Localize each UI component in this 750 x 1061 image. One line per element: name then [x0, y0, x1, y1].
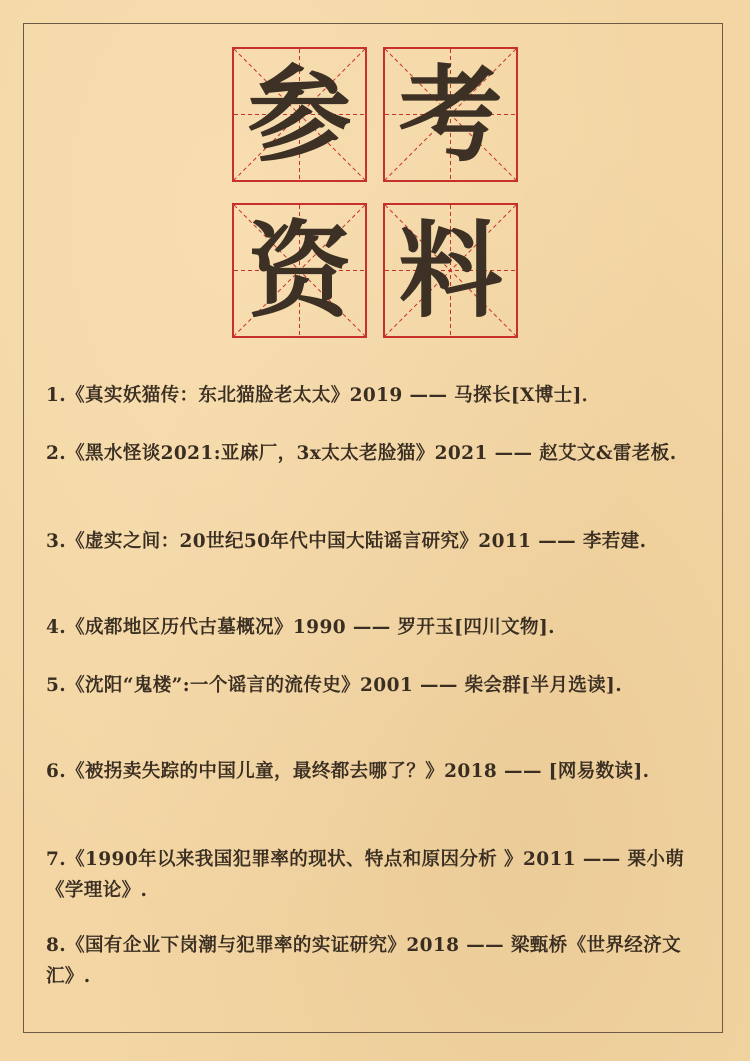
reference-item: 6.《被拐卖失踪的中国儿童，最终都去哪了？》2018 —— [网易数读].: [46, 761, 650, 782]
title-char: 参: [247, 52, 352, 176]
reference-item: 3.《虚实之间：20世纪50年代中国大陆谣言研究》2011 —— 李若建.: [46, 531, 647, 552]
reference-item: 5.《沈阳“鬼楼”:一个谣言的流传史》2001 —— 柴会群[半月选读].: [46, 675, 623, 696]
reference-item: 4.《成都地区历代古墓概况》1990 —— 罗开玉[四川文物].: [46, 617, 555, 638]
title-cell: [232, 203, 367, 338]
reference-item: 7.《1990年以来我国犯罪率的现状、特点和原因分析 》2011 —— 栗小萌《学理论》.: [46, 849, 685, 901]
reference-item: 2.《黑水怪谈2021:亚麻厂，3x太太老脸猫》2021 —— 赵艾文&雷老板.: [46, 443, 677, 464]
title-char: 考: [398, 52, 503, 176]
reference-item: 1.《真实妖猫传：东北猫脸老太太》2019 —— 马探长[X博士]．: [46, 385, 601, 406]
title-cell: [383, 47, 518, 182]
title-cell: [232, 47, 367, 182]
title-grid: [232, 47, 520, 340]
title-cell: [383, 203, 518, 338]
title-char: 资: [247, 208, 352, 332]
reference-item: 8.《国有企业下岗潮与犯罪率的实证研究》2018 —— 梁甄桥《世界经济文汇》.: [46, 935, 681, 987]
title-char: 料: [398, 208, 503, 332]
